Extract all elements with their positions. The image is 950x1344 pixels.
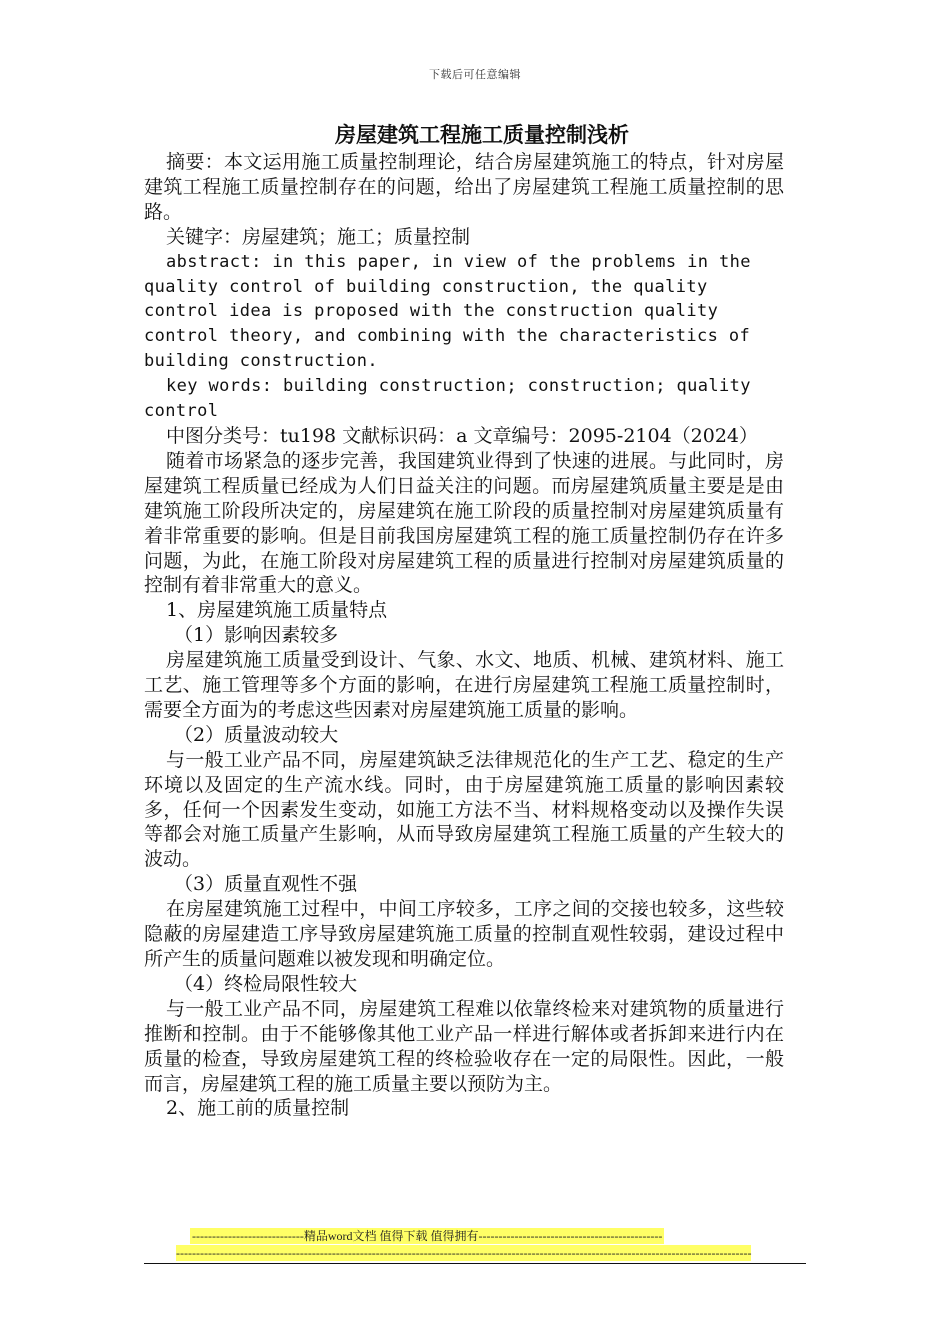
document-body <box>144 120 784 1121</box>
page-header: 下载后可任意编辑 <box>429 68 521 81</box>
subheading-2: （2）质量波动较大 <box>174 723 339 746</box>
keywords-cn: 关键字：房屋建筑；施工；质量控制 <box>166 225 471 248</box>
body-paragraph-3: 在房屋建筑施工过程中，中间工序较多，工序之间的交接也较多，这些较隐蔽的房屋建造工序导致房屋建筑施工质量的控制直观性较弱，建设过程中所产生的质量问题难以被发现和明确定位。 <box>144 898 784 970</box>
footer-banner-line-2: ------------------------------------------------------------------------------------------------------------------------------------------------ <box>176 1246 752 1260</box>
document-title: 房屋建筑工程施工质量控制浅析 <box>335 122 629 147</box>
subheading-1: （1）影响因素较多 <box>174 624 339 647</box>
section-heading-1: 1、房屋建筑施工质量特点 <box>166 599 388 622</box>
abstract-en: abstract: in this paper, in view of the problems in the quality control of building construction, the quality control idea is proposed with the construction quality control theory, and combining with the characteristics of building construction. <box>144 251 751 372</box>
classification-line: 中图分类号：tu198 文献标识码：a 文章编号：2095-2104（2024） <box>166 424 759 447</box>
keywords-en: key words: building construction; construction; quality control <box>144 376 751 422</box>
subheading-3: （3）质量直观性不强 <box>174 873 358 896</box>
footer-rule <box>144 1263 806 1264</box>
footer-banner-line-1: ----------------------------精品word文档 值得下载 值得拥有---------------------------------------------- <box>192 1229 663 1243</box>
body-paragraph-1: 房屋建筑施工质量受到设计、气象、水文、地质、机械、建筑材料、施工工艺、施工管理等多个方面的影响，在进行房屋建筑工程施工质量控制时，需要全方面为的考虑这些因素对房屋建筑施工质量的影响。 <box>144 649 784 721</box>
abstract-cn: 摘要：本文运用施工质量控制理论，结合房屋建筑施工的特点，针对房屋建筑工程施工质量控制存在的问题，给出了房屋建筑工程施工质量控制的思路。 <box>144 151 784 223</box>
body-paragraph-2: 与一般工业产品不同，房屋建筑缺乏法律规范化的生产工艺、稳定的生产环境以及固定的生产流水线。同时，由于房屋建筑施工质量的影响因素较多，任何一个因素发生变动，如施工方法不当、材料规格变动以及操作失误等都会对施工质量产生影响，从而导致房屋建筑工程施工质量的产生较大的波动。 <box>144 748 784 871</box>
body-paragraph-4: 与一般工业产品不同，房屋建筑工程难以依靠终检来对建筑物的质量进行推断和控制。由于不能够像其他工业产品一样进行解体或者拆卸来进行内在质量的检查，导致房屋建筑工程的终检验收存在一定的局限性。因此，一般而言，房屋建筑工程的施工质量主要以预防为主。 <box>144 997 784 1095</box>
subheading-4: （4）终检局限性较大 <box>174 972 358 995</box>
intro-paragraph: 随着市场紧急的逐步完善，我国建筑业得到了快速的进展。与此同时，房屋建筑工程质量已经成为人们日益关注的问题。而房屋建筑质量主要是是由建筑施工阶段所决定的，房屋建筑在施工阶段的质量控制对房屋建筑质量有着非常重要的影响。但是目前我国房屋建筑工程的施工质量控制仍存在许多问题，为此，在施工阶段对房屋建筑工程的质量进行控制对房屋建筑质量的控制有着非常重大的意义。 <box>144 449 784 597</box>
section-heading-2: 2、施工前的质量控制 <box>166 1097 350 1120</box>
